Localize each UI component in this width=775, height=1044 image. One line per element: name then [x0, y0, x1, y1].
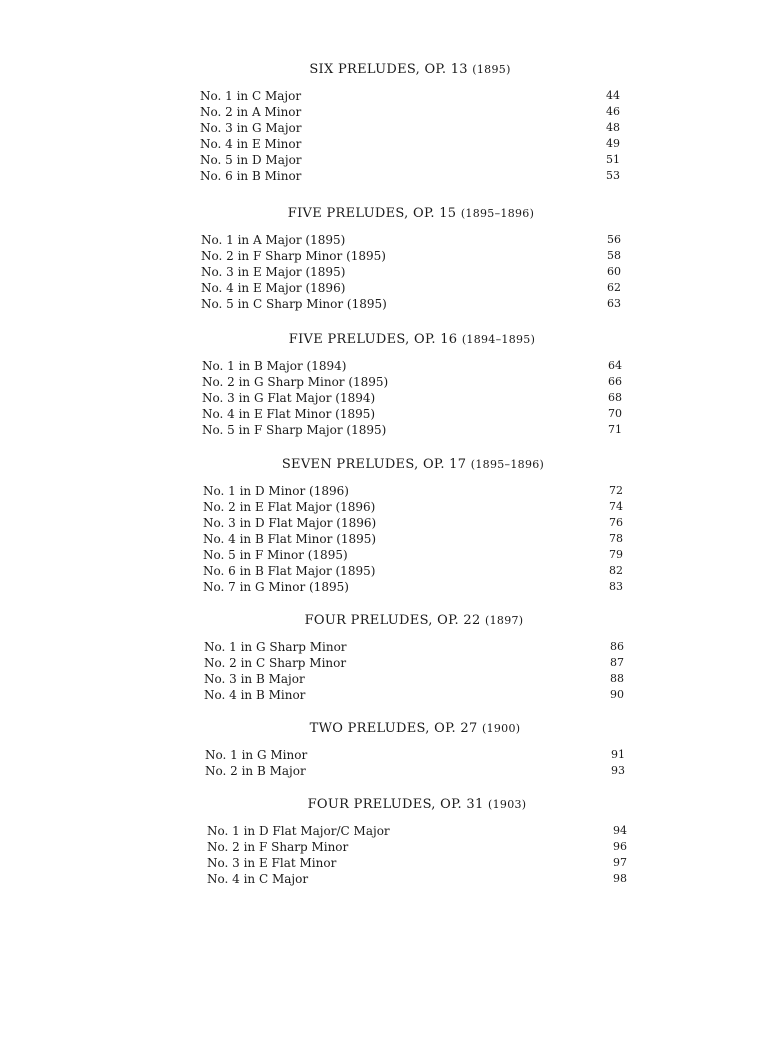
section-years: (1894–1895) [461, 333, 536, 346]
entry-page-number: 62 [607, 281, 621, 294]
entry-title: No. 3 in D Flat Major (1896) [203, 516, 377, 530]
toc-section-op15 [201, 206, 621, 312]
toc-entry [200, 88, 620, 104]
entry-page-number: 90 [610, 688, 624, 701]
section-title: FOUR PRELUDES, OP. 31 [307, 797, 484, 812]
entry-title: No. 2 in C Sharp Minor [204, 656, 347, 670]
entry-title: No. 2 in E Flat Major (1896) [203, 500, 376, 514]
section-years: (1903) [488, 798, 527, 811]
toc-entry [200, 168, 620, 184]
entry-page-number: 49 [606, 137, 620, 150]
toc-entry [200, 120, 620, 136]
entry-page-number: 94 [613, 824, 627, 837]
entry-page-number: 68 [608, 391, 622, 404]
entry-page-number: 78 [609, 532, 623, 545]
entry-page-number: 79 [609, 548, 623, 561]
entry-title: No. 7 in G Minor (1895) [203, 580, 349, 594]
toc-entry [207, 855, 627, 871]
section-title: SIX PRELUDES, OP. 13 [309, 62, 468, 77]
toc-entry [203, 531, 623, 547]
toc-section-op22 [204, 613, 624, 703]
toc-entry [201, 264, 621, 280]
toc-entry [200, 152, 620, 168]
toc-section-op16 [202, 332, 622, 438]
toc-section-op27 [205, 721, 625, 779]
entry-page-number: 70 [608, 407, 622, 420]
toc-entry [204, 671, 624, 687]
entry-title: No. 4 in E Major (1896) [201, 281, 346, 295]
entry-title: No. 4 in E Flat Minor (1895) [202, 407, 376, 421]
entry-page-number: 48 [606, 121, 620, 134]
toc-entry [202, 390, 622, 406]
section-title: FIVE PRELUDES, OP. 16 [288, 332, 458, 347]
entry-page-number: 72 [609, 484, 623, 497]
toc-entry [200, 104, 620, 120]
section-heading [200, 62, 620, 78]
entry-page-number: 71 [608, 423, 622, 436]
entry-title: No. 4 in C Major [207, 872, 309, 886]
entry-title: No. 1 in D Minor (1896) [203, 484, 349, 498]
toc-entry [205, 747, 625, 763]
entry-title: No. 2 in F Sharp Minor (1895) [201, 249, 386, 263]
section-heading [203, 457, 623, 473]
entry-title: No. 1 in A Major (1895) [201, 233, 346, 247]
entry-title: No. 6 in B Minor [200, 169, 302, 183]
toc-entry [202, 406, 622, 422]
entry-page-number: 53 [606, 169, 620, 182]
toc-entry [202, 358, 622, 374]
entry-title: No. 2 in G Sharp Minor (1895) [202, 375, 389, 389]
toc-entry [200, 136, 620, 152]
section-title: FOUR PRELUDES, OP. 22 [304, 613, 481, 628]
entry-title: No. 2 in F Sharp Minor [207, 840, 349, 854]
entry-title: No. 6 in B Flat Major (1895) [203, 564, 376, 578]
entry-page-number: 51 [606, 153, 620, 166]
entry-title: No. 1 in G Minor [205, 748, 308, 762]
entry-title: No. 3 in B Major [204, 672, 305, 686]
section-title: TWO PRELUDES, OP. 27 [309, 721, 478, 736]
entry-title: No. 4 in E Minor [200, 137, 302, 151]
section-years: (1900) [481, 722, 521, 735]
toc-entry [204, 687, 624, 703]
entry-title: No. 3 in G Flat Major (1894) [202, 391, 376, 405]
entry-page-number: 58 [607, 249, 621, 262]
toc-entry [201, 232, 621, 248]
entry-page-number: 97 [613, 856, 627, 869]
toc-entry [204, 639, 624, 655]
entry-page-number: 88 [610, 672, 624, 685]
entry-title: No. 2 in A Minor [200, 105, 302, 119]
toc-entry [203, 499, 623, 515]
entry-page-number: 93 [611, 764, 625, 777]
entry-title: No. 3 in E Flat Minor [207, 856, 337, 870]
toc-entry [203, 579, 623, 595]
entry-title: No. 5 in F Sharp Major (1895) [202, 423, 387, 437]
toc-entry [203, 547, 623, 563]
toc-section-op13 [200, 62, 620, 184]
toc-section-op17 [203, 457, 623, 595]
entry-page-number: 86 [610, 640, 624, 653]
entry-title: No. 1 in C Major [200, 89, 302, 103]
toc-entry [203, 563, 623, 579]
toc-entry [205, 763, 625, 779]
section-heading [205, 721, 625, 737]
toc-entry [201, 280, 621, 296]
entry-page-number: 98 [613, 872, 627, 885]
section-title: SEVEN PRELUDES, OP. 17 [281, 457, 467, 472]
entry-page-number: 96 [613, 840, 627, 853]
toc-entry [203, 515, 623, 531]
section-years: (1895) [472, 63, 511, 76]
entry-page-number: 46 [606, 105, 620, 118]
entry-title: No. 4 in B Flat Minor (1895) [203, 532, 377, 546]
entry-title: No. 1 in B Major (1894) [202, 359, 347, 373]
section-years: (1895–1896) [470, 458, 545, 471]
entry-page-number: 44 [606, 89, 620, 102]
entry-page-number: 74 [609, 500, 623, 513]
entry-title: No. 4 in B Minor [204, 688, 306, 702]
toc-section-op31 [207, 797, 627, 887]
entry-title: No. 3 in E Major (1895) [201, 265, 346, 279]
section-heading [207, 797, 627, 813]
entry-page-number: 56 [607, 233, 621, 246]
section-years: (1895–1896) [460, 207, 535, 220]
entry-page-number: 63 [607, 297, 621, 310]
toc-entry [207, 839, 627, 855]
toc-entry [207, 871, 627, 887]
entry-title: No. 5 in C Sharp Minor (1895) [201, 297, 387, 311]
toc-entry [204, 655, 624, 671]
entry-title: No. 1 in D Flat Major/C Major [207, 824, 390, 838]
entry-page-number: 87 [610, 656, 624, 669]
section-heading [204, 613, 624, 629]
entry-title: No. 5 in D Major [200, 153, 302, 167]
entry-page-number: 60 [607, 265, 621, 278]
section-years: (1897) [485, 614, 524, 627]
entry-title: No. 3 in G Major [200, 121, 302, 135]
toc-entry [201, 248, 621, 264]
toc-entry [201, 296, 621, 312]
toc-entry [207, 823, 627, 839]
entry-page-number: 82 [609, 564, 623, 577]
entry-title: No. 5 in F Minor (1895) [203, 548, 348, 562]
entry-page-number: 66 [608, 375, 622, 388]
toc-entry [202, 422, 622, 438]
section-heading [201, 206, 621, 222]
entry-title: No. 1 in G Sharp Minor [204, 640, 347, 654]
section-heading [202, 332, 622, 348]
entry-title: No. 2 in B Major [205, 764, 306, 778]
entry-page-number: 76 [609, 516, 623, 529]
entry-page-number: 64 [608, 359, 622, 372]
entry-page-number: 91 [611, 748, 625, 761]
entry-page-number: 83 [609, 580, 623, 593]
toc-entry [203, 483, 623, 499]
toc-entry [202, 374, 622, 390]
section-title: FIVE PRELUDES, OP. 15 [287, 206, 457, 221]
